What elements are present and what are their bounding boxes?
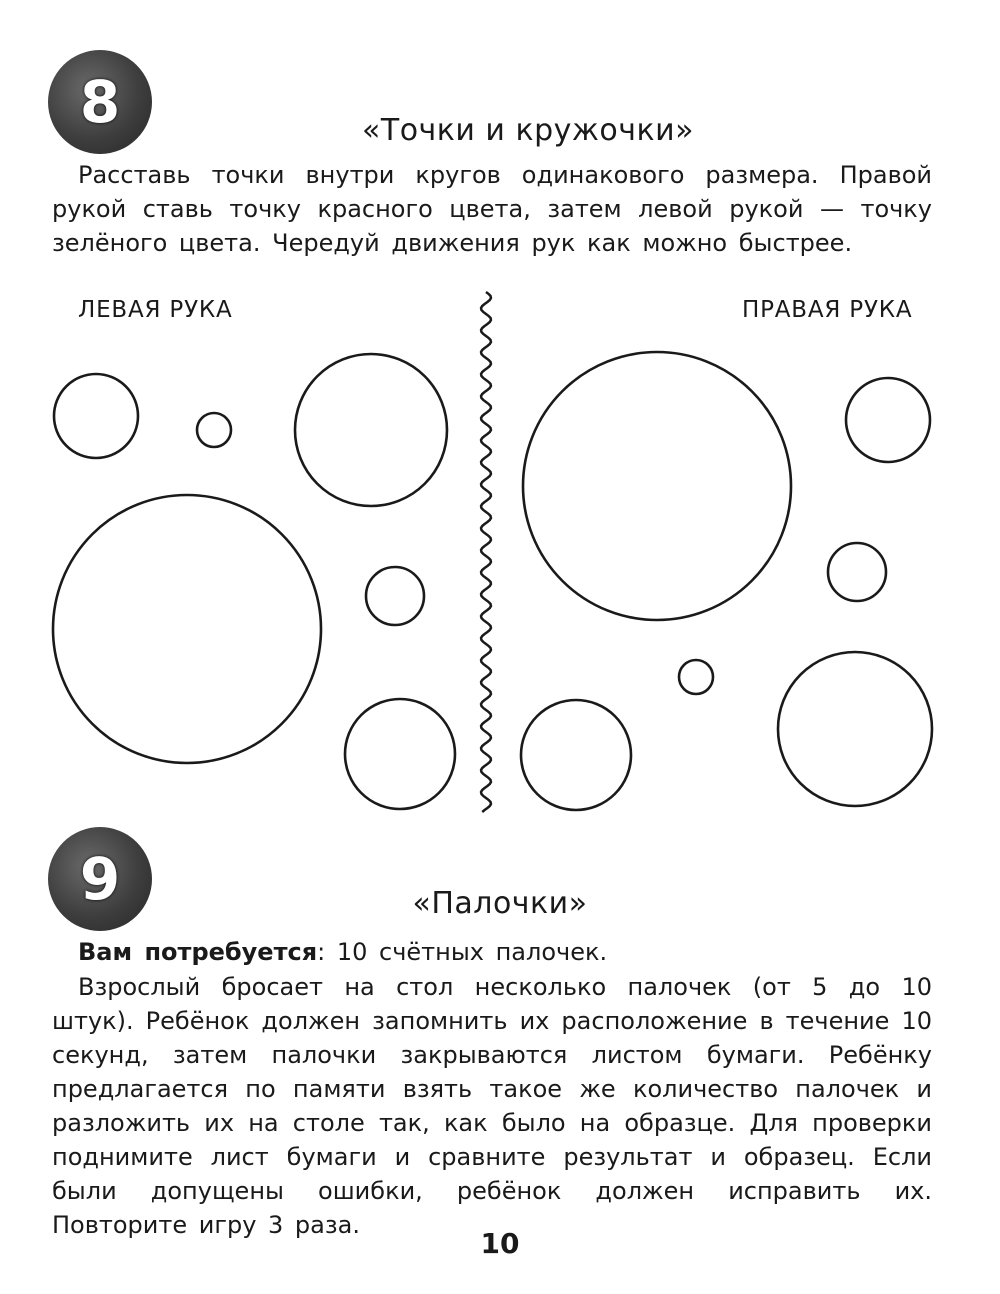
left-circle-medium-top[interactable] <box>295 354 447 506</box>
left-circle-small-mid[interactable] <box>366 567 424 625</box>
left-circle-small-top[interactable] <box>54 374 138 458</box>
materials-value: : 10 счётных палочек. <box>317 938 608 966</box>
exercise-number: 9 <box>79 845 121 913</box>
left-circle-bottom[interactable] <box>345 699 455 809</box>
materials-label: Вам потребуется <box>78 938 318 966</box>
circles-worksheet <box>0 280 1000 820</box>
right-hand-label: ПРАВАЯ РУКА <box>742 297 913 323</box>
exercise-title: «Палочки» <box>412 886 588 921</box>
exercise-instruction: Взрослый бросает на стол несколько палочек (от 5 до 10 штук). Ребёнок должен запомнить их расположение в течение 10 секунд, затем палочки закрываются листом бумаги. Ребёнку предлагается по памяти взять такое же количество палочек и разложить их на столе так, как было на образце. Для проверки поднимите лист бумаги и сравните результат и образец. Если были допущены ошибки, ребёнок должен исправить их. Повторите игру 3 раза. <box>52 973 932 1239</box>
page-number: 10 <box>480 1227 520 1260</box>
left-circle-tiny[interactable] <box>197 413 231 447</box>
exercise-title: «Точки и кружочки» <box>362 113 694 148</box>
exercise-instruction: Расставь точки внутри кругов одинакового размера. Правой рукой ставь точку красного цвета, затем левой рукой — точку зелёного цвета. Чередуй движения рук как можно быстрее. <box>52 161 932 257</box>
right-circle-small-mid[interactable] <box>828 543 886 601</box>
right-circle-bottom-left[interactable] <box>521 700 631 810</box>
wavy-divider <box>481 292 491 812</box>
right-circle-bottom-right[interactable] <box>778 652 932 806</box>
exercise-number: 8 <box>79 68 121 136</box>
materials-needed <box>78 935 938 969</box>
right-circle-tiny[interactable] <box>679 660 713 694</box>
left-circle-large[interactable] <box>53 495 321 763</box>
right-circle-small-top[interactable] <box>846 378 930 462</box>
right-circle-large[interactable] <box>523 352 791 620</box>
left-hand-label: ЛЕВАЯ РУКА <box>78 297 233 323</box>
